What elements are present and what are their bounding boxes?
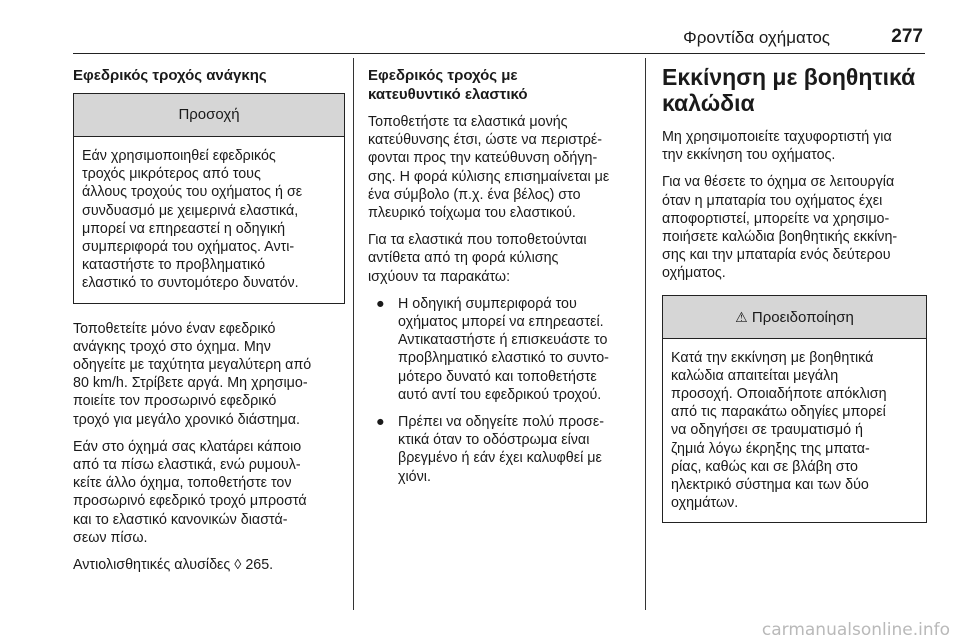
paragraph: Για να θέσετε το όχημα σε λειτουργία όταν η μπαταρία του οχήματος έχει αποφορτιστεί, μπορείτε να χρησιμο‐ ποιήσετε καλώδια βοηθητικής εκκίνη‐ σης και την μπαταρία ενός δεύτερου οχήματος.: [662, 174, 898, 282]
paragraph: Τοποθετείτε μόνο έναν εφεδρικό ανάγκης τροχό στο όχημα. Μην οδηγείτε με ταχύτητα μεγαλύτερη από 80 km/h. Στρίβετε αργά. Μη χρησιμο‐ ποιείτε τον προσωρινό εφεδρικό τροχό για μεγάλο χρονικό διάστημα.: [73, 320, 312, 428]
list-item-text: Η οδηγική συμπεριφορά του οχήματος μπορεί να επηρεαστεί. Αντικαταστήστε ή επισκευάστε το προβληματικό ελαστικό το συντο‐ μότερο δυνατό και τοποθετήστε αυτό αντί του εφεδρικού τροχού.: [398, 295, 609, 403]
heading-jump-start: Εκκίνηση με βοηθητικά καλώδια: [662, 64, 916, 116]
warning-title: Προειδοποίηση: [751, 308, 854, 326]
page-number: 277: [891, 26, 923, 47]
reference-page-link[interactable]: 265.: [241, 557, 274, 574]
reference-label: Αντιολισθητικές αλυσίδες: [73, 557, 235, 574]
heading-emergency-spare: Εφεδρικός τροχός ανάγκης: [73, 67, 267, 84]
bullet-icon: ●: [376, 295, 385, 312]
list-item: [368, 295, 636, 404]
column-divider: [645, 58, 646, 610]
column-spare-wheel: [73, 66, 345, 583]
warning-triangle-icon: ⚠: [735, 308, 748, 325]
warning-box: [662, 295, 927, 524]
heading-directional-tyre: Εφεδρικός τροχός με κατευθυντικό ελαστικό: [368, 67, 528, 103]
section-title: Φροντίδα οχήματος: [683, 28, 830, 47]
paragraph: Τοποθετήστε τα ελαστικά μονής κατεύθυνσης έτσι, ώστε να περιστρέ‐ φονται προς την κατεύθυνση οδήγη‐ σης. Η φορά κύλισης επισημαίνεται με ένα σύμβολο (π.χ. ένα βέλος) στο πλευρικό τοίχωμα του ελαστικού.: [368, 114, 610, 222]
column-directional-tyre: [368, 66, 636, 495]
cross-reference: [73, 556, 345, 574]
paragraph: Για τα ελαστικά που τοποθετούνται αντίθετα από τη φορά κύλισης ισχύουν τα παρακάτω:: [368, 232, 587, 285]
header-rule: [73, 53, 925, 54]
warning-title-bar: [663, 296, 926, 339]
watermark: carmanualsonline.info: [761, 620, 950, 640]
caution-text: Εάν χρησιμοποιηθεί εφεδρικός τροχός μικρότερος από τους άλλους τροχούς του οχήματος ή σε συνδυασμό με χειμερινά ελαστικά, μπορεί να επηρεαστεί η οδηγική συμπεριφορά του οχήματος. Αντι‐ καταστήστε το προβληματικό ελαστικό το συντομότερο δυνατόν.: [82, 148, 303, 292]
warning-text: Κατά την εκκίνηση με βοηθητικά καλώδια απαιτείται μεγάλη προσοχή. Οποιαδήποτε απόκλιση από τις παρακάτω οδηγίες μπορεί να οδηγήσει σε τραυματισμό ή ζημιά λόγω έκρηξης της μπατα‐ ρίας, καθώς και σε βλάβη στο ηλεκτρικό σύστημα και των δύο οχημάτων.: [671, 349, 887, 512]
column-divider: [353, 58, 354, 610]
bullet-list: [368, 295, 636, 486]
bullet-icon: ●: [376, 414, 385, 431]
page-ref-arrow-icon: ◊: [234, 557, 242, 574]
list-item-text: Πρέπει να οδηγείτε πολύ προσε‐ κτικά όταν το οδόστρωμα είναι βρεγμένο ή εάν έχει καλυφθεί με χιόνι.: [398, 414, 604, 485]
page-header: [73, 22, 925, 52]
caution-box: [73, 93, 345, 304]
caution-title: Προσοχή: [74, 94, 344, 137]
column-jump-start: [662, 64, 927, 523]
paragraph: Μη χρησιμοποιείτε ταχυφορτιστή για την εκκίνηση του οχήματος.: [662, 129, 892, 164]
list-item: [368, 413, 636, 486]
paragraph: Εάν στο όχημά σας κλατάρει κάποιο από τα πίσω ελαστικά, ενώ ρυμουλ‐ κείτε άλλο όχημα, τοποθετήστε τον προσωρινό εφεδρικό τροχό μπροστά και το ελαστικό κανονικών διαστά‐ σεων πίσω.: [73, 438, 307, 546]
